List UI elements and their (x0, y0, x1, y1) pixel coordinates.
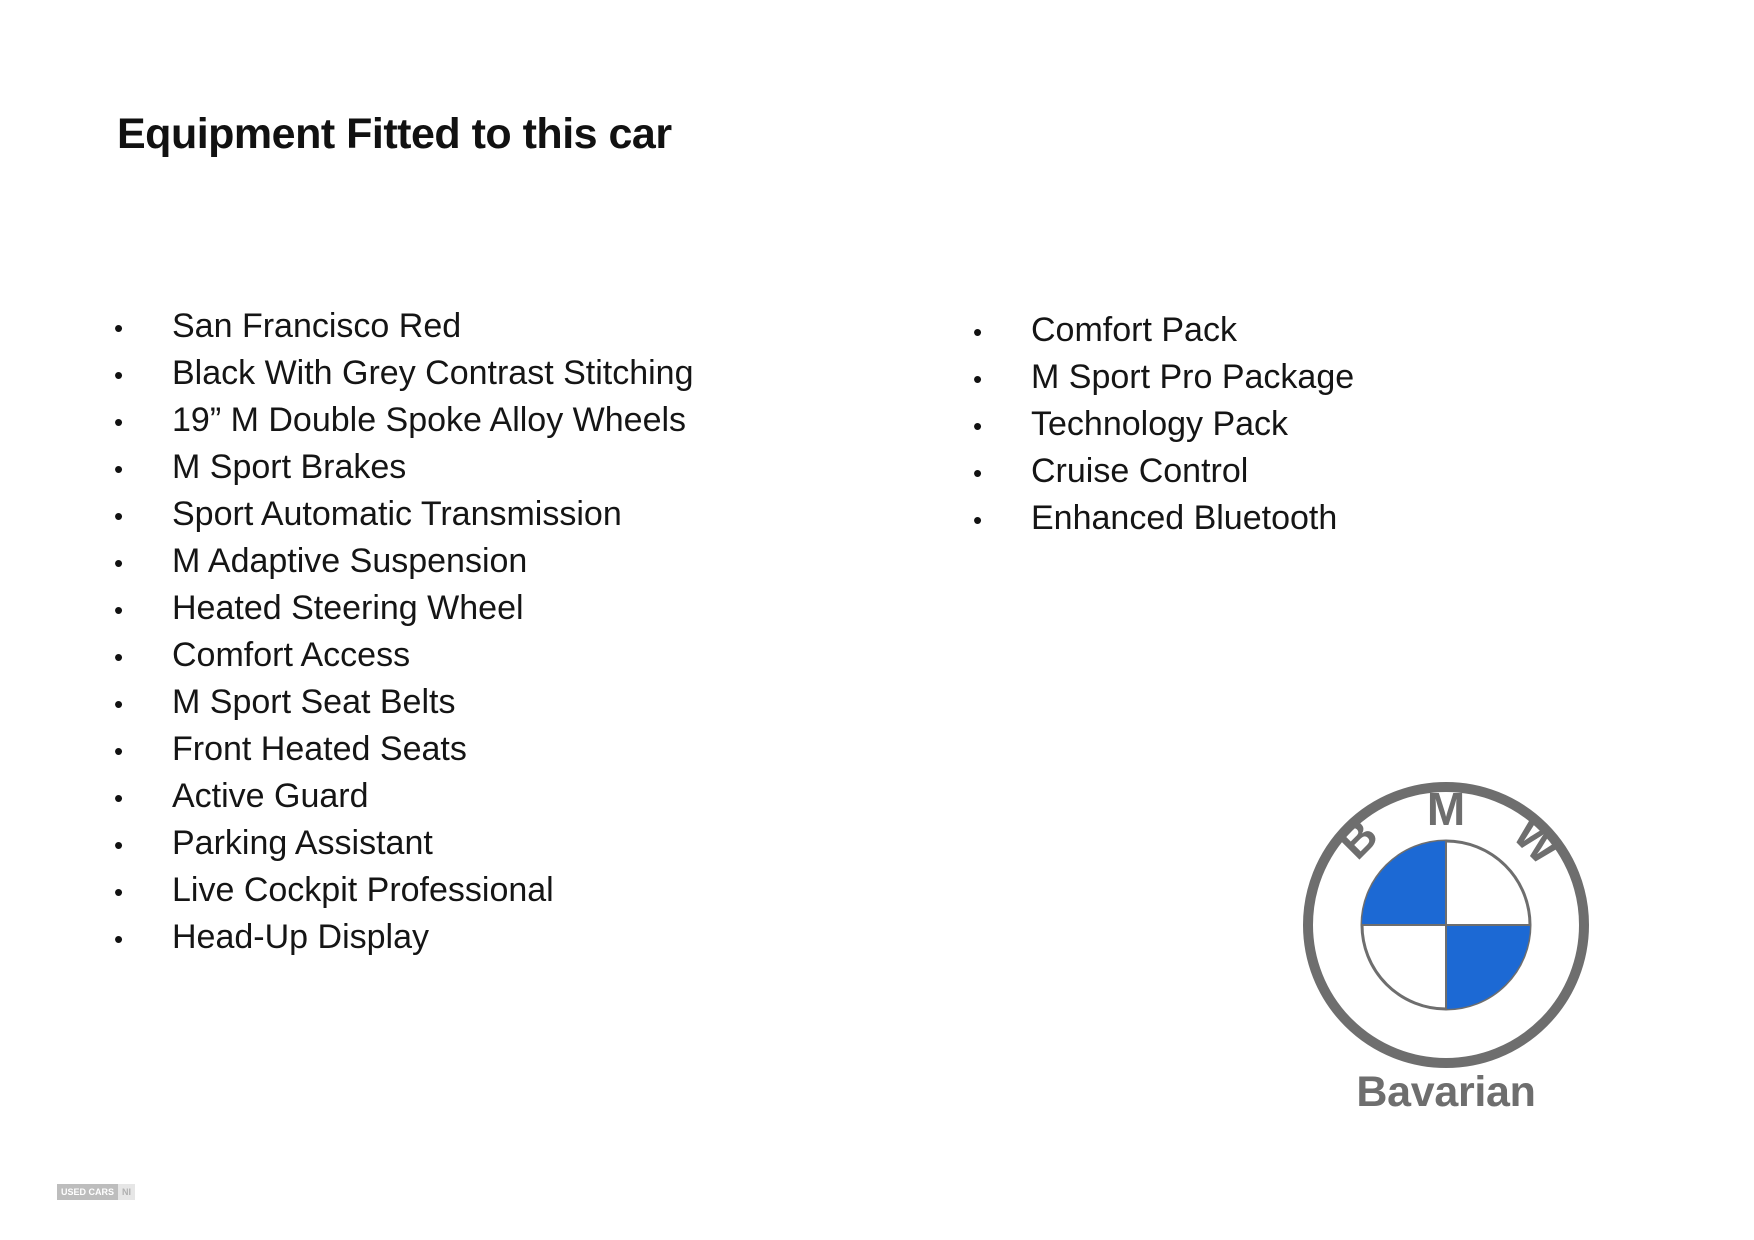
list-item (114, 914, 694, 961)
bullet-icon: • (114, 548, 124, 578)
list-item (973, 448, 1354, 495)
bullet-icon: • (114, 736, 124, 766)
list-item-label: Live Cockpit Professional (172, 871, 554, 909)
list-item-label: Cruise Control (1031, 452, 1249, 490)
list-item (114, 820, 694, 867)
bullet-icon: • (114, 313, 124, 343)
bullet-icon: • (114, 501, 124, 531)
bullet-icon: • (114, 689, 124, 719)
list-item-label: Active Guard (172, 777, 369, 815)
list-item (114, 773, 694, 820)
list-item-label: Front Heated Seats (172, 730, 467, 768)
list-item (114, 350, 694, 397)
list-item (114, 679, 694, 726)
list-item (973, 401, 1354, 448)
bullet-icon: • (973, 364, 983, 394)
equipment-list-right (973, 307, 1355, 542)
list-item-label: Parking Assistant (172, 824, 433, 862)
logo-quadrant-bottom-right (1446, 925, 1530, 1009)
badge-label: USED CARS (57, 1184, 118, 1200)
list-item-label: Sport Automatic Transmission (172, 495, 622, 533)
list-item (114, 444, 694, 491)
list-item-label: M Sport Pro Package (1031, 358, 1355, 396)
list-item (114, 397, 694, 444)
equipment-list-left (114, 303, 694, 961)
logo-letter-b: B (1327, 808, 1388, 869)
bullet-icon: • (114, 407, 124, 437)
list-item-label: M Sport Seat Belts (172, 683, 456, 721)
bullet-icon: • (114, 783, 124, 813)
list-item-label: Technology Pack (1031, 405, 1289, 443)
list-item-label: 19” M Double Spoke Alloy Wheels (172, 401, 687, 439)
bmw-roundel-icon (1300, 780, 1592, 1070)
bullet-icon: • (114, 830, 124, 860)
list-item-label: Comfort Pack (1031, 311, 1237, 349)
dealer-name: Bavarian (1356, 1068, 1536, 1116)
logo-letter-w: W (1503, 806, 1572, 875)
list-item (114, 585, 694, 632)
bullet-icon: • (973, 411, 983, 441)
list-item (114, 538, 694, 585)
list-item (973, 495, 1354, 542)
bullet-icon: • (114, 642, 124, 672)
list-item-label: Comfort Access (172, 636, 411, 674)
list-item (114, 491, 694, 538)
bullet-icon: • (114, 360, 124, 390)
list-item (973, 307, 1354, 354)
list-item (114, 726, 694, 773)
list-item-label: M Sport Brakes (172, 448, 407, 486)
bmw-logo (1300, 780, 1592, 1070)
list-item-label: Enhanced Bluetooth (1031, 499, 1338, 537)
list-item (973, 354, 1355, 401)
list-item-label: Heated Steering Wheel (172, 589, 524, 627)
list-item-label: M Adaptive Suspension (172, 542, 528, 580)
bullet-icon: • (114, 454, 124, 484)
badge-side: NI (118, 1184, 135, 1200)
list-item (114, 632, 694, 679)
bullet-icon: • (114, 877, 124, 907)
bullet-icon: • (114, 924, 124, 954)
bullet-icon: • (114, 595, 124, 625)
bullet-icon: • (973, 317, 983, 347)
list-item-label: San Francisco Red (172, 307, 462, 345)
bullet-icon: • (973, 505, 983, 535)
list-item-label: Head-Up Display (172, 918, 429, 956)
bullet-icon: • (973, 458, 983, 488)
list-item-label: Black With Grey Contrast Stitching (172, 354, 694, 392)
page-title: Equipment Fitted to this car (117, 110, 672, 158)
used-cars-badge (57, 1184, 135, 1200)
list-item (114, 867, 694, 914)
list-item (114, 303, 694, 350)
logo-letter-m: M (1426, 783, 1466, 835)
